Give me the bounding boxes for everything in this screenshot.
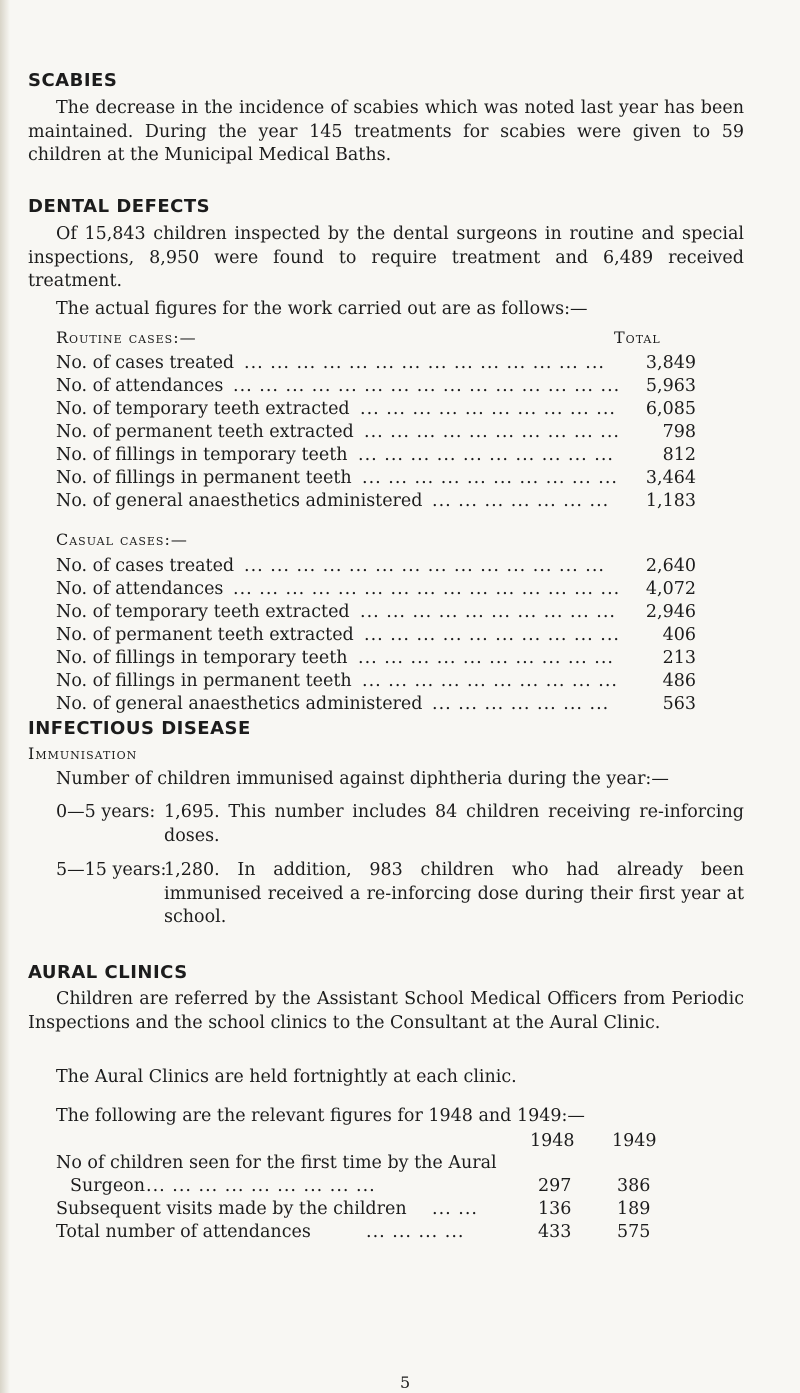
casual-row — [56, 647, 696, 670]
casual-row-label: No. of attendances — [56, 579, 224, 599]
aural-row-2-label: Subsequent visits made by the children — [56, 1199, 407, 1219]
routine-row-label: No. of permanent teeth extracted — [56, 422, 354, 442]
casual-row-label: No. of permanent teeth extracted — [56, 625, 354, 645]
casual-row — [56, 601, 696, 624]
year-1948-header: 1948 — [530, 1131, 575, 1151]
routine-row-value: 798 — [662, 422, 696, 442]
age-group-5-15-label: 5—15 years: — [56, 860, 167, 880]
casual-row-leader: ... ... ... ... ... ... ... ... ... ... — [362, 671, 618, 691]
casual-row-leader: ... ... ... ... ... ... ... ... ... ... — [358, 648, 614, 668]
age-group-0-5-text: 1,695. This number includes 84 children receiving re-inforcing doses. — [164, 802, 744, 846]
routine-row-leader: ... ... ... ... ... ... ... ... ... ... — [360, 399, 616, 419]
casual-row-value: 213 — [662, 648, 696, 668]
routine-row-leader: ... ... ... ... ... ... ... — [432, 491, 610, 511]
routine-row-value: 6,085 — [645, 399, 696, 419]
aural-row-2-1948: 136 — [538, 1199, 572, 1219]
scabies-paragraph — [28, 97, 744, 168]
casual-row-leader: ... ... ... ... ... ... ... ... ... ... — [364, 625, 620, 645]
routine-row-value: 5,963 — [645, 376, 696, 396]
casual-row-value: 406 — [662, 625, 696, 645]
casual-row-value: 2,946 — [645, 602, 696, 622]
casual-row-leader: ... ... ... ... ... ... ... ... ... ... — [360, 602, 616, 622]
casual-row-label: No. of cases treated — [56, 556, 235, 576]
aural-row-3-leader: ... ... ... ... — [366, 1222, 465, 1242]
routine-row-leader: ... ... ... ... ... ... ... ... ... ... ... ... ... ... ... — [233, 376, 621, 396]
casual-row — [56, 693, 696, 716]
routine-row — [56, 444, 696, 467]
aural-row-1-label-line2: Surgeon — [70, 1176, 145, 1196]
routine-row-leader: ... ... ... ... ... ... ... ... ... ... — [358, 445, 614, 465]
immunisation-subheading: Immunisation — [28, 744, 138, 763]
routine-row-value: 812 — [662, 445, 696, 465]
dental-intro-text: Of 15,843 children inspected by the dental surgeons in routine and special inspections, 8,950 were found to require treatment and 6,489 received treatment. — [28, 224, 744, 291]
aural-row-1-label-line1: No of children seen for the first time by the Aural — [56, 1153, 497, 1173]
casual-row-leader: ... ... ... ... ... ... ... ... ... ... ... ... ... ... — [244, 556, 605, 576]
casual-row-value: 486 — [662, 671, 696, 691]
aural-p1-text: Children are referred by the Assistant School Medical Officers from Periodic Inspections and the school clinics to the Consultant at the Aural Clinic. — [28, 989, 744, 1033]
aural-paragraph-3: The following are the relevant figures for 1948 and 1949:— — [56, 1106, 585, 1126]
routine-cases-label: Routine cases:— — [56, 328, 197, 347]
aural-row-3-1949: 575 — [617, 1222, 651, 1242]
age-group-5-15-text: 1,280. In addition, 983 children who had already been immunised received a re-inforcing dose during their first year at school. — [164, 860, 744, 927]
year-1949-header: 1949 — [612, 1131, 657, 1151]
routine-row-leader: ... ... ... ... ... ... ... ... ... ... — [362, 468, 618, 488]
casual-row-value: 2,640 — [645, 556, 696, 576]
immunisation-intro: Number of children immunised against diphtheria during the year:— — [56, 769, 669, 789]
aural-paragraph-2: The Aural Clinics are held fortnightly at each clinic. — [56, 1067, 517, 1087]
aural-heading: AURAL CLINICS — [28, 962, 188, 983]
age-group-0-5-label: 0—5 years: — [56, 802, 156, 822]
routine-row — [56, 375, 696, 398]
casual-row — [56, 624, 696, 647]
dental-figures-intro: The actual figures for the work carried out are as follows:— — [56, 299, 588, 319]
casual-row — [56, 670, 696, 693]
casual-row-value: 4,072 — [645, 579, 696, 599]
casual-row-label: No. of general anaesthetics administered — [56, 694, 423, 714]
routine-row — [56, 467, 696, 490]
routine-row-leader: ... ... ... ... ... ... ... ... ... ... ... ... ... ... — [244, 353, 605, 373]
casual-row — [56, 578, 696, 601]
dental-heading: DENTAL DEFECTS — [28, 196, 211, 217]
aural-paragraph-1 — [28, 988, 744, 1035]
aural-row-3-1948: 433 — [538, 1222, 572, 1242]
routine-row-value: 3,464 — [645, 468, 696, 488]
scabies-text: The decrease in the incidence of scabies which was noted last year has been maintained. During the year 145 treatments for scabies were given to 59 children at the Municipal Medical Baths. — [28, 98, 744, 165]
aural-row-1-leader: ... ... ... ... ... ... ... ... ... — [146, 1176, 376, 1196]
routine-row-label: No. of attendances — [56, 376, 224, 396]
aural-row-3-label: Total number of attendances — [56, 1222, 311, 1242]
dental-intro-paragraph — [28, 223, 744, 294]
routine-row-label: No. of fillings in permanent teeth — [56, 468, 352, 488]
routine-row-value: 3,849 — [645, 353, 696, 373]
casual-cases-label: Casual cases:— — [56, 530, 188, 549]
routine-row — [56, 421, 696, 444]
routine-row-label: No. of cases treated — [56, 353, 235, 373]
scabies-heading: SCABIES — [28, 70, 118, 91]
casual-row-label: No. of fillings in permanent teeth — [56, 671, 352, 691]
casual-row-label: No. of fillings in temporary teeth — [56, 648, 348, 668]
routine-row — [56, 490, 696, 513]
routine-row — [56, 352, 696, 375]
casual-row — [56, 555, 696, 578]
routine-row-label: No. of temporary teeth extracted — [56, 399, 350, 419]
aural-row-2-1949: 189 — [617, 1199, 651, 1219]
routine-row-label: No. of fillings in temporary teeth — [56, 445, 348, 465]
casual-row-value: 563 — [662, 694, 696, 714]
infectious-heading: INFECTIOUS DISEASE — [28, 718, 251, 739]
casual-row-label: No. of temporary teeth extracted — [56, 602, 350, 622]
aural-row-1-1948: 297 — [538, 1176, 572, 1196]
routine-row-leader: ... ... ... ... ... ... ... ... ... ... — [364, 422, 620, 442]
page-number: 5 — [400, 1373, 411, 1392]
aural-row-2-leader: ... ... — [432, 1199, 478, 1219]
casual-row-leader: ... ... ... ... ... ... ... — [432, 694, 610, 714]
aural-row-1-1949: 386 — [617, 1176, 651, 1196]
routine-row-value: 1,183 — [645, 491, 696, 511]
routine-row-label: No. of general anaesthetics administered — [56, 491, 423, 511]
routine-row — [56, 398, 696, 421]
page-edge-shadow — [0, 0, 10, 1393]
casual-row-leader: ... ... ... ... ... ... ... ... ... ... ... ... ... ... ... — [233, 579, 621, 599]
total-column-header: Total — [614, 328, 661, 347]
